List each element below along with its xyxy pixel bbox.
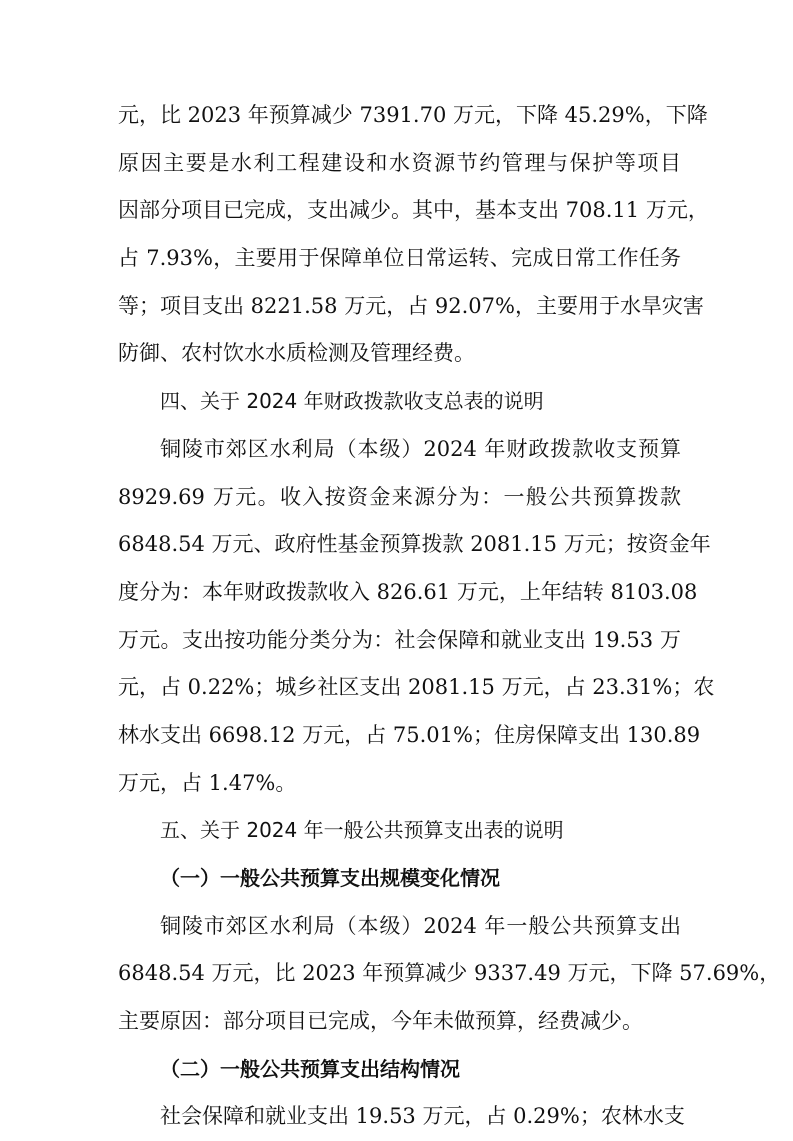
- section-heading: 五、关于 2024 年一般公共预算支出表的说明: [160, 818, 564, 843]
- paragraph-line: 等；项目支出 8221.58 万元，占 92.07%，主要用于水旱灾害: [118, 293, 704, 318]
- paragraph-line: 度分为：本年财政拨款收入 826.61 万元，上年结转 8103.08: [118, 579, 698, 604]
- paragraph-line: 6848.54 万元、政府性基金预算拨款 2081.15 万元；按资金年: [118, 532, 711, 557]
- paragraph-line: 万元，占 1.47%。: [118, 770, 297, 795]
- paragraph-line: 铜陵市郊区水利局（本级）2024 年财政拨款收支预算: [160, 436, 681, 461]
- paragraph-line: 占 7.93%，主要用于保障单位日常运转、完成日常工作任务: [118, 246, 681, 271]
- paragraph-line: 8929.69 万元。收入按资金来源分为：一般公共预算拨款: [118, 484, 681, 509]
- subsection-heading: （二）一般公共预算支出结构情况: [160, 1056, 460, 1081]
- document-page: [118, 92, 781, 1141]
- paragraph-line: 主要原因：部分项目已完成，今年未做预算，经费减少。: [118, 1009, 643, 1034]
- subsection-heading: （一）一般公共预算支出规模变化情况: [160, 866, 500, 890]
- paragraph-line: 防御、农村饮水水质检测及管理经费。: [118, 341, 475, 366]
- paragraph-line: 社会保障和就业支出 19.53 万元，占 0.29%；农林水支: [160, 1104, 685, 1129]
- paragraph-line: 元，占 0.22%；城乡社区支出 2081.15 万元，占 23.31%；农: [118, 675, 715, 700]
- paragraph-line: 元，比 2023 年预算减少 7391.70 万元，下降 45.29%，下降: [118, 103, 708, 127]
- paragraph-line: 林水支出 6698.12 万元，占 75.01%；住房保障支出 130.89: [118, 722, 701, 747]
- paragraph-line: 铜陵市郊区水利局（本级）2024 年一般公共预算支出: [160, 913, 681, 938]
- paragraph-line: 6848.54 万元，比 2023 年预算减少 9337.49 万元，下降 57.69%，: [118, 961, 781, 986]
- paragraph-line: 原因主要是水利工程建设和水资源节约管理与保护等项目: [118, 150, 681, 175]
- paragraph-line: 万元。支出按功能分类分为：社会保障和就业支出 19.53 万: [118, 627, 681, 652]
- paragraph-line: 因部分项目已完成，支出减少。其中，基本支出 708.11 万元，: [118, 198, 709, 223]
- section-heading: 四、关于 2024 年财政拨款收支总表的说明: [160, 389, 544, 414]
